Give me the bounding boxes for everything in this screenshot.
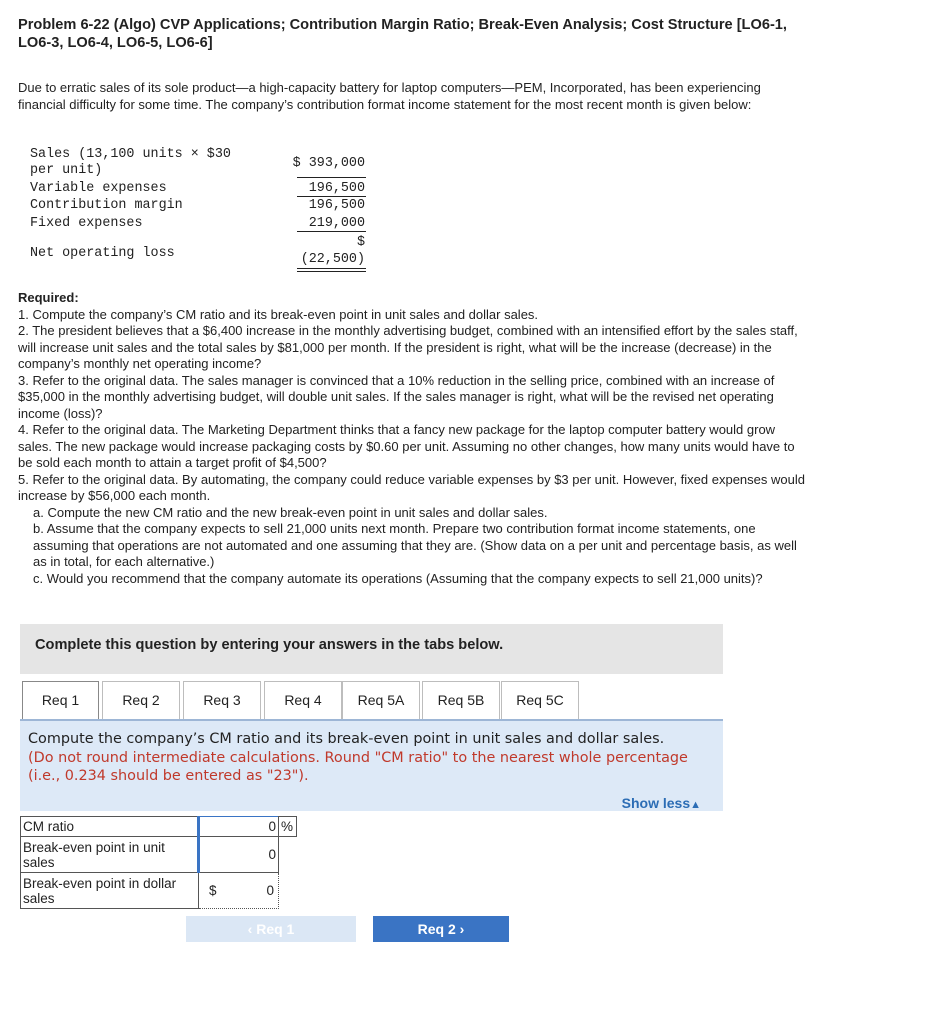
sales-value: $ 393,000	[292, 156, 365, 171]
table-row	[21, 817, 297, 837]
divider-line	[297, 231, 366, 232]
required-section	[18, 290, 808, 587]
required-item-2: 2. The president believes that a $6,400 increase in the monthly advertising budget, combined with an intensified effort by the sales staff, will increase unit sales and the total sales by $81,000 per month. If the president is right, what will be the increase (decrease) in the company’s monthly net operating income?	[18, 323, 798, 371]
problem-intro: Due to erratic sales of its sole product—a high-capacity battery for laptop computers—PEM, Incorporated, has been experiencing financial difficulty for some time. The company’s contribution format income statement for the most recent month is given below:	[18, 80, 761, 112]
table-row	[21, 837, 297, 873]
panel-instruction: (Do not round intermediate calculations. Round "CM ratio" to the nearest whole percentage (i.e., 0.234 should be entered as "23").	[28, 750, 688, 784]
prev-req-label: Req 1	[256, 921, 295, 937]
next-req-label: Req 2	[417, 921, 456, 937]
contribution-margin-label: Contribution margin	[30, 198, 183, 213]
banner-text: Complete this question by entering your answers in the tabs below.	[35, 637, 504, 653]
be-dollars-value: 0	[266, 883, 274, 898]
required-heading: Required:	[18, 290, 79, 305]
next-req-button[interactable]	[373, 916, 509, 942]
chevron-right-icon: ›	[459, 921, 465, 937]
fixed-expenses-label: Fixed expenses	[30, 216, 143, 231]
be-units-input[interactable]: 0	[199, 837, 279, 873]
double-underline-top	[297, 268, 366, 269]
empty-cell	[279, 837, 297, 873]
cm-ratio-label: CM ratio	[21, 817, 199, 837]
question-panel	[20, 719, 723, 811]
tab-req-3[interactable]: Req 3	[183, 681, 261, 720]
be-dollars-input[interactable]	[199, 873, 279, 909]
show-less-label: Show less	[621, 795, 691, 811]
empty-cell	[279, 873, 297, 909]
tab-req-5c[interactable]: Req 5C	[501, 681, 579, 720]
tab-req-2[interactable]: Req 2	[102, 681, 180, 720]
show-less-button[interactable]	[622, 795, 701, 811]
answer-table	[20, 816, 297, 909]
required-item-5b: b. Assume that the company expects to sell 21,000 units next month. Prepare two contribution format income statements, one assuming that operations are not automated and one assuming that they are. (Show data on a per unit and percentage basis, as well as in total, for each alternative.)	[33, 521, 797, 569]
tab-req-5b[interactable]: Req 5B	[422, 681, 500, 720]
cm-ratio-input[interactable]: 0	[199, 817, 279, 837]
sales-label-line2: per unit)	[30, 163, 103, 178]
panel-question: Compute the company’s CM ratio and its break-even point in unit sales and dollar sales.	[28, 731, 665, 747]
instructions-banner	[20, 624, 723, 674]
triangle-up-icon: ▲	[690, 799, 701, 811]
required-item-1: 1. Compute the company’s CM ratio and its break-even point in unit sales and dollar sales.	[18, 306, 539, 322]
double-underline-bottom	[297, 271, 366, 272]
variable-expenses-label: Variable expenses	[30, 181, 167, 196]
sales-label-line1: Sales (13,100 units × $30	[30, 147, 231, 162]
net-operating-loss-label: Net operating loss	[30, 246, 175, 261]
contribution-margin-value: 196,500	[308, 198, 365, 213]
tab-req-1[interactable]: Req 1	[22, 681, 99, 720]
be-units-label: Break-even point in unit sales	[21, 837, 199, 873]
variable-expenses-value: 196,500	[308, 181, 365, 196]
cm-ratio-unit: %	[279, 817, 297, 837]
divider-line	[297, 196, 366, 197]
tab-req-4[interactable]: Req 4	[264, 681, 342, 720]
problem-title: Problem 6-22 (Algo) CVP Applications; Contribution Margin Ratio; Break-Even Analysis; Cost Structure [LO6-1, LO6-3, LO6-4, LO6-5, LO6-6]	[18, 17, 787, 51]
required-item-5: 5. Refer to the original data. By automating, the company could reduce variable expenses by $3 per unit. However, fixed expenses would increase by $56,000 each month.	[18, 471, 805, 503]
chevron-left-icon: ‹	[247, 921, 253, 937]
net-operating-loss-value: (22,500)	[300, 252, 365, 267]
required-item-3: 3. Refer to the original data. The sales manager is convinced that a 10% reduction in the selling price, combined with an increase of $35,000 in the monthly advertising budget, will double unit sales. If the sales manager is right, what will be the revised net operating income (loss)?	[18, 372, 775, 421]
table-row	[21, 873, 297, 909]
prev-req-button[interactable]	[186, 916, 356, 942]
required-item-5a: a. Compute the new CM ratio and the new break-even point in unit sales and dollar sales.	[33, 504, 548, 520]
be-dollars-label: Break-even point in dollar sales	[21, 873, 199, 909]
required-item-4: 4. Refer to the original data. The Marketing Department thinks that a fancy new package for the laptop computer battery would grow sales. The new package would increase packaging costs by $0.60 per unit. Assuming no other changes, how many units would have to be sold each month to attain a target profit of $4,500?	[18, 422, 795, 470]
divider-line	[297, 177, 366, 178]
net-operating-loss-dollar: $	[356, 235, 365, 250]
dollar-sign: $	[209, 883, 217, 898]
fixed-expenses-value: 219,000	[308, 216, 365, 231]
tab-req-5a[interactable]: Req 5A	[342, 681, 420, 720]
required-item-5c: c. Would you recommend that the company automate its operations (Assuming that the company expects to sell 21,000 units)?	[33, 570, 763, 586]
